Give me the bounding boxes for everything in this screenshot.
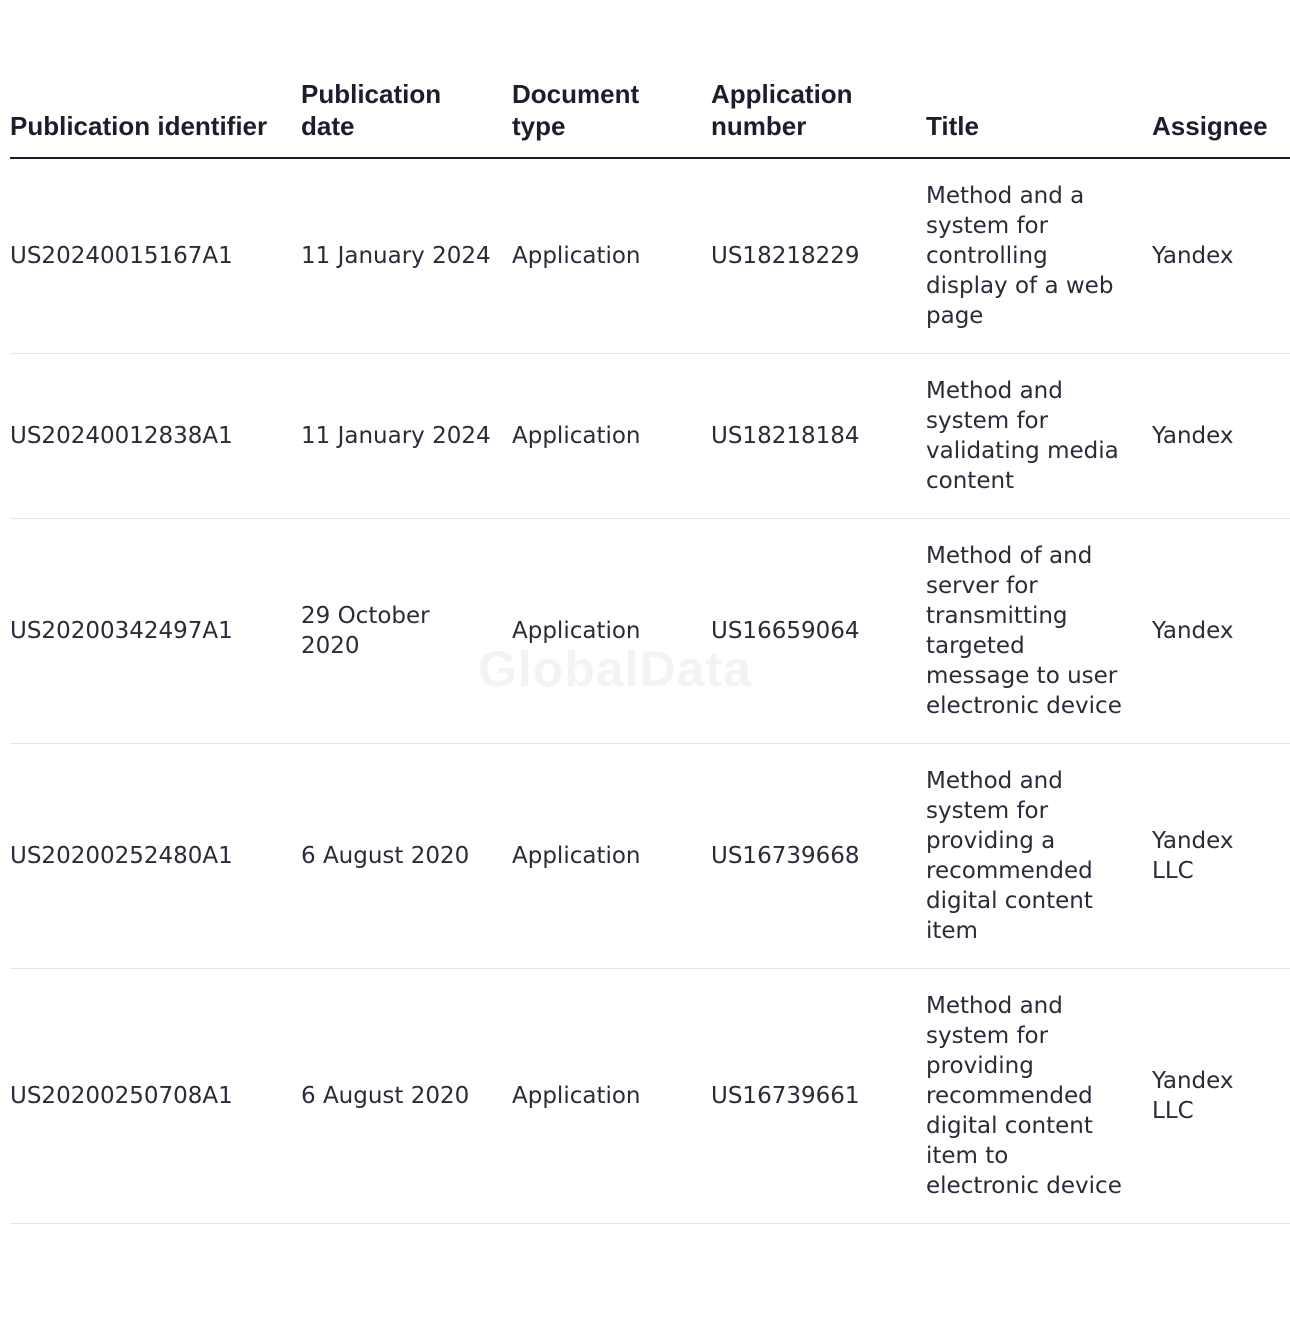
cell-title: Method and system for providing recommended digital content item to electronic device bbox=[926, 969, 1152, 1224]
header-assignee: Assignee bbox=[1152, 0, 1290, 158]
header-publication-identifier: Publication identifier bbox=[10, 0, 301, 158]
cell-publication-identifier: US20200342497A1 bbox=[10, 519, 301, 744]
table-header bbox=[10, 0, 1290, 158]
table-row bbox=[10, 354, 1290, 519]
table-row bbox=[10, 519, 1290, 744]
cell-publication-date: 6 August 2020 bbox=[301, 969, 512, 1224]
header-row bbox=[10, 0, 1290, 158]
cell-application-number: US18218184 bbox=[711, 354, 926, 519]
cell-application-number: US16659064 bbox=[711, 519, 926, 744]
cell-document-type: Application bbox=[512, 519, 711, 744]
cell-document-type: Application bbox=[512, 158, 711, 354]
cell-publication-date: 11 January 2024 bbox=[301, 354, 512, 519]
patent-table-container bbox=[10, 0, 1268, 1340]
cell-publication-identifier: US20200250708A1 bbox=[10, 969, 301, 1224]
header-publication-date: Publication date bbox=[301, 0, 512, 158]
cell-title: Method of and server for transmitting targeted message to user electronic device bbox=[926, 519, 1152, 744]
cell-publication-date: 11 January 2024 bbox=[301, 158, 512, 354]
cell-title: Method and a system for controlling display of a web page bbox=[926, 158, 1152, 354]
cell-application-number: US16739661 bbox=[711, 969, 926, 1224]
header-application-number: Application number bbox=[711, 0, 926, 158]
cell-document-type: Application bbox=[512, 354, 711, 519]
cell-application-number: US16739668 bbox=[711, 744, 926, 969]
cell-title: Method and system for validating media content bbox=[926, 354, 1152, 519]
cell-publication-date: 29 October 2020 bbox=[301, 519, 512, 744]
cell-application-number: US18218229 bbox=[711, 158, 926, 354]
cell-assignee: Yandex bbox=[1152, 354, 1290, 519]
cell-document-type: Application bbox=[512, 744, 711, 969]
cell-assignee: Yandex bbox=[1152, 519, 1290, 744]
cell-document-type: Application bbox=[512, 969, 711, 1224]
cell-publication-identifier: US20240012838A1 bbox=[10, 354, 301, 519]
cell-publication-identifier: US20200252480A1 bbox=[10, 744, 301, 969]
table-row bbox=[10, 158, 1290, 354]
cell-publication-date: 6 August 2020 bbox=[301, 744, 512, 969]
table-row bbox=[10, 969, 1290, 1224]
patent-table bbox=[10, 0, 1290, 1224]
cell-assignee: Yandex bbox=[1152, 158, 1290, 354]
cell-title: Method and system for providing a recommended digital content item bbox=[926, 744, 1152, 969]
header-document-type: Document type bbox=[512, 0, 711, 158]
cell-assignee: Yandex LLC bbox=[1152, 744, 1290, 969]
cell-assignee: Yandex LLC bbox=[1152, 969, 1290, 1224]
table-row bbox=[10, 744, 1290, 969]
table-body bbox=[10, 158, 1290, 1224]
header-title: Title bbox=[926, 0, 1152, 158]
watermark-logo: GlobalData bbox=[478, 641, 752, 697]
cell-publication-identifier: US20240015167A1 bbox=[10, 158, 301, 354]
